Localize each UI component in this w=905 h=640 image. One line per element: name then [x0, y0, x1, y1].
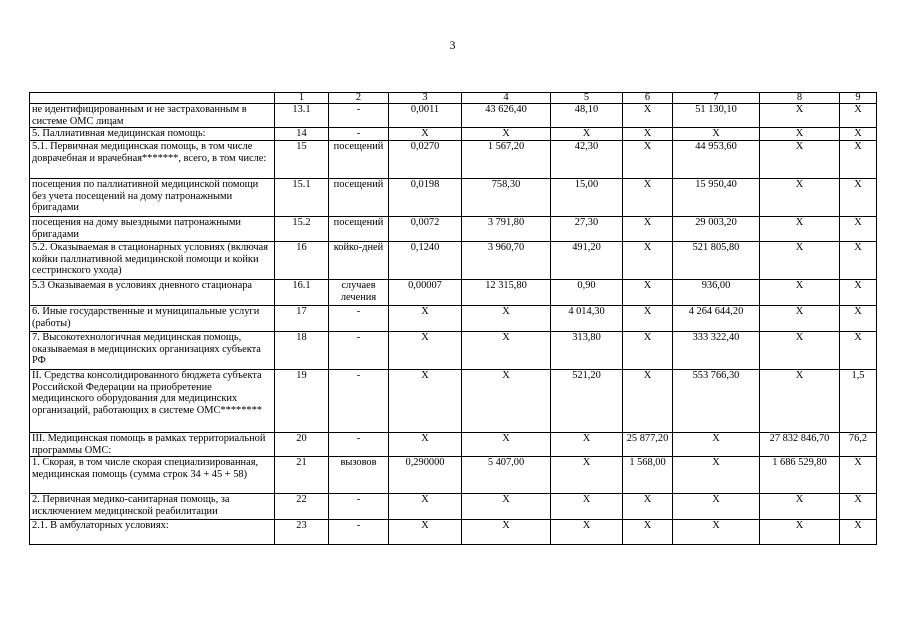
table-cell: X — [462, 370, 551, 433]
table-cell: 1 686 529,80 — [760, 457, 840, 494]
table-cell: X — [673, 494, 760, 520]
table-cell: X — [389, 494, 462, 520]
table-cell: X — [623, 179, 673, 217]
table-cell: 313,80 — [551, 332, 623, 370]
table-cell: X — [623, 494, 673, 520]
table-cell: X — [840, 520, 877, 545]
table-row — [30, 179, 877, 217]
row-label: III. Медицинская помощь в рамках территориальной программы ОМС: — [30, 433, 275, 457]
table-cell: X — [840, 179, 877, 217]
table-cell: X — [760, 242, 840, 280]
page-number: 3 — [449, 38, 456, 52]
table-cell: X — [462, 433, 551, 457]
table-cell: X — [840, 280, 877, 306]
table-cell: 553 766,30 — [673, 370, 760, 433]
table-row — [30, 433, 877, 457]
table-cell: 1,5 — [840, 370, 877, 433]
table-cell: 48,10 — [551, 104, 623, 128]
table-cell: 43 626,40 — [462, 104, 551, 128]
table-cell: X — [389, 128, 462, 141]
table-row — [30, 217, 877, 242]
table-row — [30, 242, 877, 280]
table-cell: 27 832 846,70 — [760, 433, 840, 457]
data-table — [29, 92, 877, 545]
row-label: 5.3 Оказываемая в условиях дневного стационара — [30, 280, 275, 306]
table-cell: 13.1 — [275, 104, 329, 128]
row-label: 7. Высокотехнологичная медицинская помощь, оказываемая в медицинских организациях субъекта РФ — [30, 332, 275, 370]
table-cell: 758,30 — [462, 179, 551, 217]
table-cell: X — [623, 217, 673, 242]
table-cell: посещений — [329, 141, 389, 179]
table-cell: 76,2 — [840, 433, 877, 457]
table-cell: X — [389, 306, 462, 332]
table-cell: X — [760, 217, 840, 242]
table-cell: 0,0072 — [389, 217, 462, 242]
column-header: 2 — [329, 93, 389, 104]
column-header: 9 — [840, 93, 877, 104]
table-cell: X — [840, 104, 877, 128]
column-header: 5 — [551, 93, 623, 104]
table-cell: X — [623, 370, 673, 433]
table-cell: X — [760, 128, 840, 141]
table-cell: посещений — [329, 217, 389, 242]
table-cell: посещений — [329, 179, 389, 217]
table-cell: 18 — [275, 332, 329, 370]
table-row — [30, 520, 877, 545]
table-cell: X — [760, 520, 840, 545]
column-header: 1 — [275, 93, 329, 104]
table-cell: X — [673, 433, 760, 457]
column-header: 6 — [623, 93, 673, 104]
table-cell: 42,30 — [551, 141, 623, 179]
column-header: 8 — [760, 93, 840, 104]
row-label: 5.2. Оказываемая в стационарных условиях (включая койки паллиативной медицинской помощи и койки сестринского ухода) — [30, 242, 275, 280]
table-cell: X — [623, 104, 673, 128]
table-cell: X — [840, 332, 877, 370]
row-label: 5.1. Первичная медицинская помощь, в том числе доврачебная и врачебная*******, всего, в том числе: — [30, 141, 275, 179]
table-cell: X — [389, 520, 462, 545]
table-cell: 19 — [275, 370, 329, 433]
table-cell: - — [329, 128, 389, 141]
table-cell: X — [551, 433, 623, 457]
table-cell: 0,290000 — [389, 457, 462, 494]
table-cell: 0,0270 — [389, 141, 462, 179]
table-row — [30, 457, 877, 494]
row-label: II. Средства консолидированного бюджета субъекта Российской Федерации на приобретение медицинского оборудования для медицинских организаций, работающих в системе ОМС******** — [30, 370, 275, 433]
table-cell: X — [623, 520, 673, 545]
table-cell: - — [329, 433, 389, 457]
table-cell: - — [329, 370, 389, 433]
table-cell: 0,90 — [551, 280, 623, 306]
table-cell: X — [389, 370, 462, 433]
table-cell: X — [623, 128, 673, 141]
table-cell: X — [623, 306, 673, 332]
table-cell: X — [389, 433, 462, 457]
table-cell: случаев лечения — [329, 280, 389, 306]
table-cell: 0,1240 — [389, 242, 462, 280]
table-cell: X — [760, 280, 840, 306]
table-cell: 20 — [275, 433, 329, 457]
table-cell: X — [551, 128, 623, 141]
table-cell: 16 — [275, 242, 329, 280]
table-cell: - — [329, 494, 389, 520]
table-cell: X — [760, 104, 840, 128]
table-cell: 1 567,20 — [462, 141, 551, 179]
table-cell: 3 960,70 — [462, 242, 551, 280]
table-cell: X — [840, 457, 877, 494]
table-cell: X — [551, 494, 623, 520]
table-cell: X — [462, 520, 551, 545]
table-cell: X — [840, 141, 877, 179]
table-cell: 0,0011 — [389, 104, 462, 128]
row-label: 1. Скорая, в том числе скорая специализированная, медицинская помощь (сумма строк 34 + 45 + 58) — [30, 457, 275, 494]
table-row — [30, 370, 877, 433]
header-row — [30, 93, 877, 104]
table-row — [30, 306, 877, 332]
table-cell: X — [623, 280, 673, 306]
table-cell: X — [551, 520, 623, 545]
table-cell: X — [623, 332, 673, 370]
table-cell: X — [673, 457, 760, 494]
table-cell: 3 791,80 — [462, 217, 551, 242]
table-cell: вызовов — [329, 457, 389, 494]
table-cell: X — [673, 128, 760, 141]
row-label: посещения на дому выездными патронажными бригадами — [30, 217, 275, 242]
table-cell: 15.2 — [275, 217, 329, 242]
table-cell: 15 950,40 — [673, 179, 760, 217]
table-cell: 5 407,00 — [462, 457, 551, 494]
row-label: 2.1. В амбулаторных условиях: — [30, 520, 275, 545]
table-cell: X — [760, 306, 840, 332]
table-cell: X — [840, 306, 877, 332]
table-cell: 15,00 — [551, 179, 623, 217]
table-cell: 0,00007 — [389, 280, 462, 306]
table-cell: X — [623, 242, 673, 280]
table-cell: 4 264 644,20 — [673, 306, 760, 332]
table-cell: 27,30 — [551, 217, 623, 242]
table-cell: X — [840, 494, 877, 520]
table-cell: 17 — [275, 306, 329, 332]
table-cell: койко-дней — [329, 242, 389, 280]
column-header: 4 — [462, 93, 551, 104]
table-cell: - — [329, 306, 389, 332]
table-cell: X — [462, 494, 551, 520]
table-cell: 21 — [275, 457, 329, 494]
row-label: 2. Первичная медико-санитарная помощь, за исключением медицинской реабилитации — [30, 494, 275, 520]
table-cell: X — [462, 306, 551, 332]
table-cell: 22 — [275, 494, 329, 520]
table-cell: X — [840, 128, 877, 141]
table-cell: 29 003,20 — [673, 217, 760, 242]
table-cell: 51 130,10 — [673, 104, 760, 128]
table-cell: X — [840, 242, 877, 280]
table-cell: - — [329, 104, 389, 128]
table-cell: X — [462, 332, 551, 370]
table-cell: X — [760, 179, 840, 217]
table-cell: 333 322,40 — [673, 332, 760, 370]
row-label: не идентифицированным и не застрахованным в системе ОМС лицам — [30, 104, 275, 128]
table-cell: 23 — [275, 520, 329, 545]
table-cell: 936,00 — [673, 280, 760, 306]
table-cell: X — [760, 141, 840, 179]
table-cell: 1 568,00 — [623, 457, 673, 494]
table-cell: 16.1 — [275, 280, 329, 306]
table-cell: 491,20 — [551, 242, 623, 280]
column-header — [30, 93, 275, 104]
column-header: 3 — [389, 93, 462, 104]
table-cell: - — [329, 332, 389, 370]
column-header: 7 — [673, 93, 760, 104]
table-row — [30, 280, 877, 306]
table-row — [30, 494, 877, 520]
table-row — [30, 332, 877, 370]
table-cell: 15 — [275, 141, 329, 179]
table-cell: X — [760, 370, 840, 433]
table-cell: 12 315,80 — [462, 280, 551, 306]
table-row — [30, 104, 877, 128]
table-cell: X — [623, 141, 673, 179]
table-row — [30, 141, 877, 179]
table-cell: 44 953,60 — [673, 141, 760, 179]
table-cell: - — [329, 520, 389, 545]
table-cell: 15.1 — [275, 179, 329, 217]
table-cell: X — [389, 332, 462, 370]
table-cell: X — [462, 128, 551, 141]
table-row — [30, 128, 877, 141]
row-label: посещения по паллиативной медицинской помощи без учета посещений на дому патронажными бригадами — [30, 179, 275, 217]
table-cell: X — [760, 332, 840, 370]
row-label: 5. Паллиативная медицинская помощь: — [30, 128, 275, 141]
table-cell: 521,20 — [551, 370, 623, 433]
row-label: 6. Иные государственные и муниципальные услуги (работы) — [30, 306, 275, 332]
table-cell: X — [673, 520, 760, 545]
table-cell: 25 877,20 — [623, 433, 673, 457]
table-cell: X — [840, 217, 877, 242]
table-cell: 14 — [275, 128, 329, 141]
table-cell: 0,0198 — [389, 179, 462, 217]
table-cell: X — [551, 457, 623, 494]
table-cell: X — [760, 494, 840, 520]
table-cell: 521 805,80 — [673, 242, 760, 280]
table-cell: 4 014,30 — [551, 306, 623, 332]
